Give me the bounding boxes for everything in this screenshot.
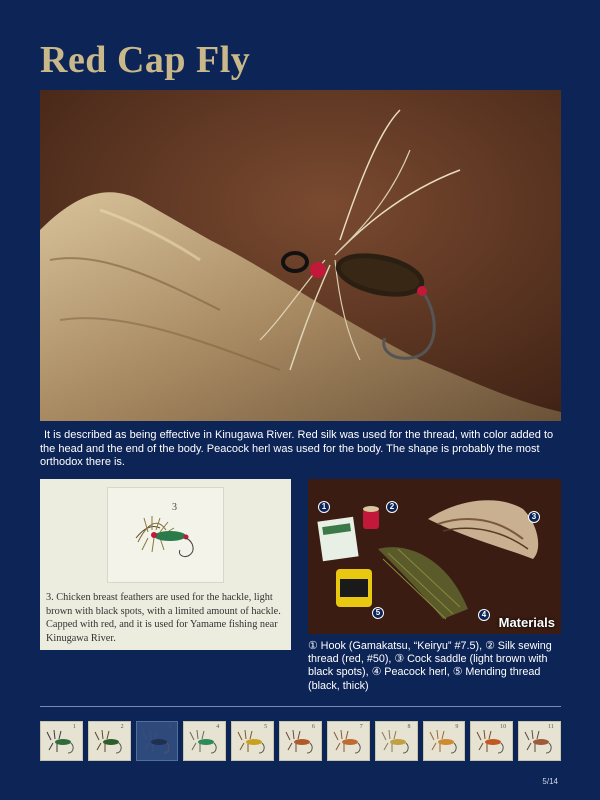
material-marker-5: 5 (372, 607, 384, 619)
materials-illustration (308, 479, 561, 634)
thumbnail-number: 1 (72, 724, 76, 730)
fly-thumbnail-icon (376, 722, 417, 760)
fly-thumbnail-icon (280, 722, 321, 760)
fly-sketch-drawing (108, 488, 223, 582)
thumbnail-7[interactable] (327, 721, 370, 761)
thumbnail-number: 2 (120, 724, 124, 730)
materials-label: Materials (498, 615, 555, 630)
thumbnail-1[interactable] (40, 721, 83, 761)
material-marker-2: 2 (386, 501, 398, 513)
thumbnail-5[interactable] (231, 721, 274, 761)
page-title: Red Cap Fly (40, 39, 251, 81)
fly-thumbnail-icon (137, 722, 178, 760)
thumbnail-number: 5 (264, 724, 268, 730)
thumbnail-strip (40, 721, 561, 761)
thumbnail-3[interactable] (136, 721, 179, 761)
material-marker-3: 3 (528, 511, 540, 523)
fly-thumbnail-icon (424, 722, 465, 760)
fly-on-driftwood-photo (40, 90, 561, 421)
thumbnail-number: 11 (548, 724, 554, 730)
fly-thumbnail-icon (519, 722, 560, 760)
fly-description: It is described as being effective in Kinugawa River. Red silk was used for the thread, with color added to the head and the end of the body. Peacock herl was used for the body. The shape is probably the most orthodox there is. (40, 429, 554, 468)
thumbnail-9[interactable] (423, 721, 466, 761)
materials-photo (308, 479, 561, 634)
thumbnail-number: 8 (407, 724, 411, 730)
thumbnail-2[interactable] (88, 721, 131, 761)
fly-thumbnail-icon (41, 722, 82, 760)
fly-thumbnail-icon (184, 722, 225, 760)
svg-text:3: 3 (172, 502, 177, 513)
thumbnail-number: 6 (311, 724, 315, 730)
thumbnail-11[interactable] (518, 721, 561, 761)
fly-thumbnail-icon (328, 722, 369, 760)
thumbnail-number: 9 (455, 724, 459, 730)
sketch-panel (40, 479, 291, 650)
fly-thumbnail-icon (232, 722, 273, 760)
sketch-caption: 3. Chicken breast feathers are used for the hackle, light brown with black spots, with a limited amount of hackle. Capped with red, and it is used for Yamame fishing near Kinugawa River. (46, 592, 281, 644)
fly-thumbnail-icon (89, 722, 130, 760)
thumbnail-4[interactable] (183, 721, 226, 761)
materials-caption: ① Hook (Gamakatsu, “Keiryu” #7.5), ② Silk sewing thread (red, #50), ③ Cock saddle (light brown with black spots), ④ Peacock herl, ⑤ Mending thread (black, thick) (308, 640, 552, 692)
hero-photo (40, 90, 561, 421)
material-marker-4: 4 (478, 609, 490, 621)
thumbnail-number: 4 (216, 724, 220, 730)
thumbnail-number: 3 (168, 724, 172, 730)
fly-sketch (107, 487, 224, 583)
thumbnail-10[interactable] (470, 721, 513, 761)
material-marker-1: 1 (318, 501, 330, 513)
divider (40, 706, 561, 707)
page-indicator: 5/14 (542, 777, 558, 786)
thumbnail-6[interactable] (279, 721, 322, 761)
fly-thumbnail-icon (471, 722, 512, 760)
thumbnail-8[interactable] (375, 721, 418, 761)
thumbnail-number: 7 (359, 724, 363, 730)
thumbnail-number: 10 (500, 724, 507, 730)
